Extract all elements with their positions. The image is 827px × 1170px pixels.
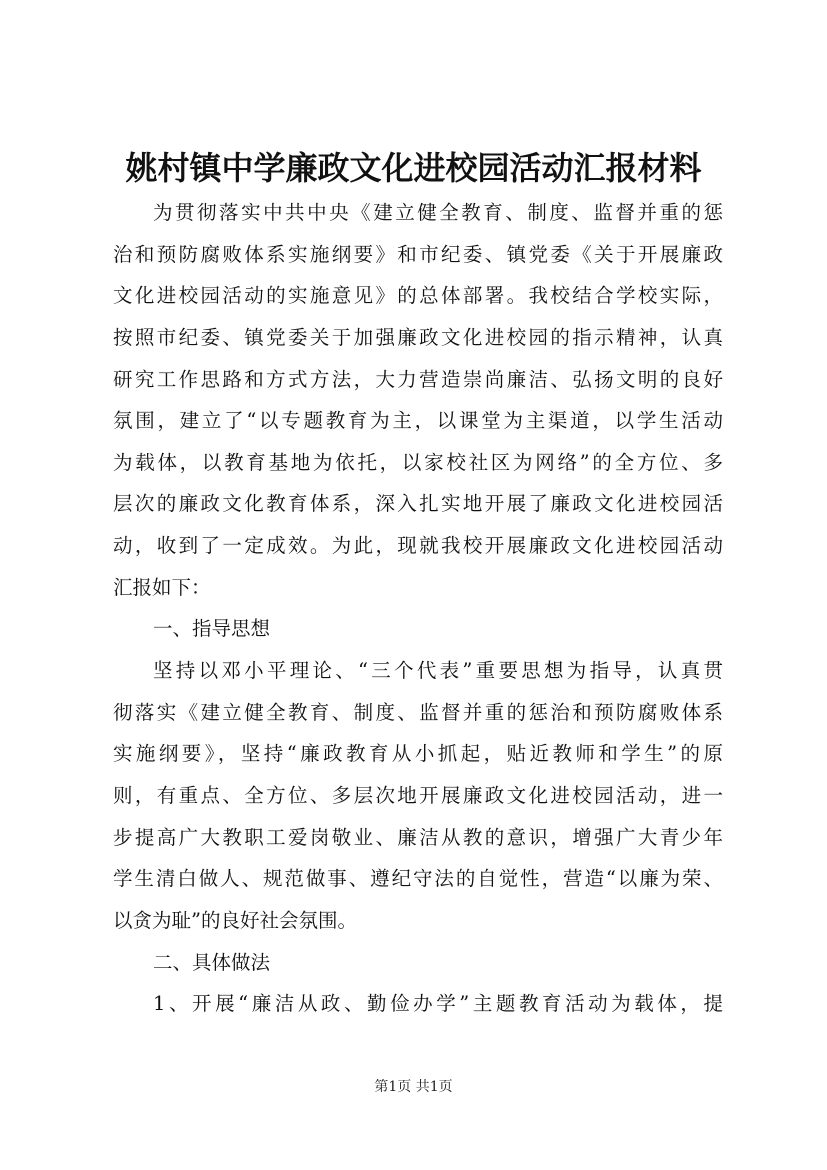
page-footer: 第1页 共1页 bbox=[374, 1079, 453, 1095]
text-line: 按照市纪委、镇党委关于加强廉政文化进校园的指示精神，认真 bbox=[113, 325, 723, 349]
text-line: 研究工作思路和方式方法，大力营造崇尚廉洁、弘扬文明的良好 bbox=[113, 367, 723, 391]
text-line: 为贯彻落实中共中央《建立健全教育、制度、监督并重的惩 bbox=[153, 201, 723, 224]
text-line: 坚持以邓小平理论、“三个代表”重要思想为指导，认真贯 bbox=[153, 659, 723, 683]
text-line: 学生清白做人、规范做事、遵纪守法的自觉性，营造“以廉为荣、 bbox=[113, 867, 723, 891]
text-line: 汇报如下： bbox=[113, 575, 211, 599]
page-title: 姚村镇中学廉政文化进校园活动汇报材料 bbox=[125, 149, 702, 187]
text-line: 实施纲要》，坚持“廉政教育从小抓起，贴近教师和学生”的原 bbox=[113, 742, 723, 766]
text-line: 1、开展“廉洁从政、勤俭办学”主题教育活动为载体，提 bbox=[153, 992, 723, 1016]
text-line: 文化进校园活动的实施意见》的总体部署。我校结合学校实际， bbox=[113, 284, 723, 308]
text-line: 动，收到了一定成效。为此，现就我校开展廉政文化进校园活动 bbox=[113, 534, 723, 558]
text-line: 彻落实《建立健全教育、制度、监督并重的惩治和预防腐败体系 bbox=[113, 700, 723, 724]
text-line: 氛围，建立了“以专题教育为主，以课堂为主渠道，以学生活动 bbox=[113, 409, 723, 433]
text-line: 以贪为耻”的良好社会氛围。 bbox=[113, 908, 357, 932]
text-line: 为载体，以教育基地为依托，以家校社区为网络”的全方位、多 bbox=[113, 450, 723, 474]
text-line: 则，有重点、全方位、多层次地开展廉政文化进校园活动，进一 bbox=[113, 783, 723, 807]
text-line: 层次的廉政文化教育体系，深入扎实地开展了廉政文化进校园活 bbox=[113, 492, 723, 516]
text-line: 治和预防腐败体系实施纲要》和市纪委、镇党委《关于开展廉政 bbox=[113, 242, 723, 266]
document-body bbox=[113, 192, 723, 1025]
text-line: 二、具体做法 bbox=[153, 950, 271, 974]
text-line: 步提高广大教职工爱岗敬业、廉洁从教的意识，增强广大青少年 bbox=[113, 825, 723, 849]
text-line: 一、指导思想 bbox=[153, 617, 271, 641]
